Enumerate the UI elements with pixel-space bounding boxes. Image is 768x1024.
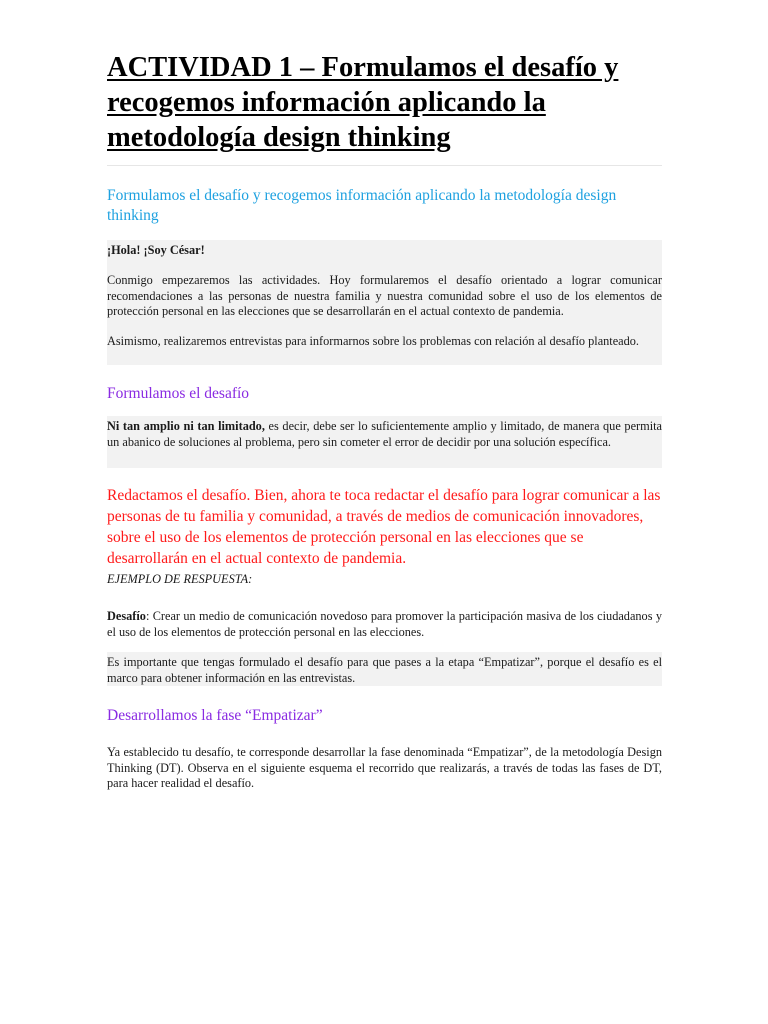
example-label: EJEMPLO DE RESPUESTA: (107, 572, 253, 586)
intro-paragraph-1: Conmigo empezaremos las actividades. Hoy formularemos el desafío orientado a lograr comunicar recomendaciones a las personas de nuestra familia y nuestra comunidad sobre el uso de los elementos de protección personal en las elecciones que se desarrollarán en el actual contexto de pandemia. (107, 273, 662, 318)
section1-block (107, 416, 662, 468)
intro-greeting: ¡Hola! ¡Soy César! (107, 243, 205, 257)
note-block (107, 652, 662, 686)
example-paragraph (107, 609, 662, 640)
instruction-text: Redactamos el desafío. Bien, ahora te toca redactar el desafío para lograr comunicar a las personas de tu familia y comunidad, a través de medios de comunicación innovadores, sobre el uso de los elementos de protección personal en las elecciones que se desarrollarán en el actual contexto de pandemia. (107, 487, 661, 567)
example-text: : Crear un medio de comunicación novedoso para promover la participación masiva de los ciudadanos y el uso de los elementos de protección personal en las elecciones. (107, 609, 662, 639)
section-heading-formulamos: Formulamos el desafío (107, 385, 250, 402)
example-bold-lead: Desafío (107, 609, 146, 623)
section1-bold-lead: Ni tan amplio ni tan limitado, (107, 419, 265, 433)
intro-block (107, 240, 662, 365)
intro-paragraph-2: Asimismo, realizaremos entrevistas para informarnos sobre los problemas con relación al desafío planteado. (107, 334, 640, 348)
section1-paragraph (107, 419, 662, 450)
section2-paragraph: Ya establecido tu desafío, te corresponde desarrollar la fase denominada “Empatizar”, de la metodología Design Thinking (DT). Observa en el siguiente esquema el recorrido que realizarás, a través de todas las fases de DT, para hacer realidad el desafío. (107, 745, 662, 790)
title-divider (107, 165, 662, 166)
note-paragraph: Es importante que tengas formulado el desafío para que pases a la etapa “Empatizar”, porque el desafío es el marco para obtener información en las entrevistas. (107, 655, 662, 685)
section-heading-empatizar: Desarrollamos la fase “Empatizar” (107, 707, 323, 724)
page-title: ACTIVIDAD 1 – Formulamos el desafío y recogemos información aplicando la metodología design thinking (107, 52, 619, 153)
section1-text: es decir, debe ser lo suficientemente amplio y limitado, de manera que permita un abanico de soluciones al problema, pero sin cometer el error de decidir por una solución específica. (107, 419, 662, 449)
subtitle: Formulamos el desafío y recogemos información aplicando la metodología design thinking (107, 187, 617, 224)
